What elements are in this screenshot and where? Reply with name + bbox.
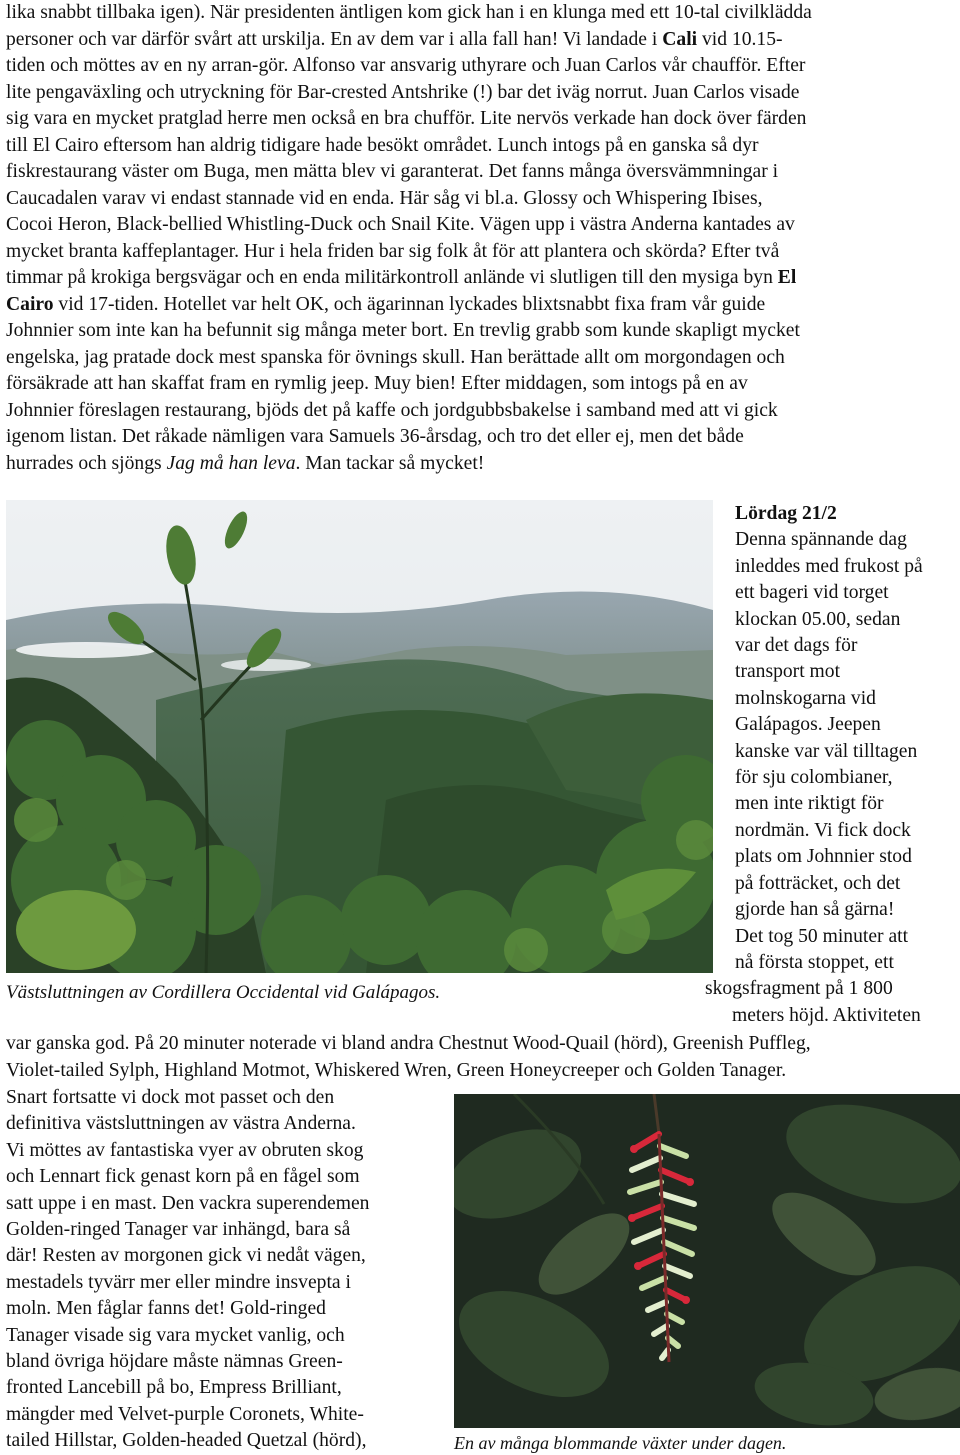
text-line: fiskrestaurang väster om Buga, men mätta blev vi garanterat. Det fanns många översvämmningar i [6, 161, 779, 182]
text-line: Cocoi Heron, Black-bellied Whistling-Duck och Snail Kite. Vägen upp i västra Anderna kantades av [6, 214, 795, 235]
text-line: Golden-ringed Tanager var inhängd, bara så [6, 1219, 351, 1241]
text-line: Denna spännande dag [735, 529, 907, 551]
text-line: personer och var därför svårt att urskilja. En av dem var i alla fall han! Vi landade i Cali vid 10.15- [6, 28, 783, 50]
text-line: var ganska god. På 20 minuter noterade vi bland andra Chestnut Wood-Quail (hörd), Greenish Puffleg, [6, 1033, 811, 1054]
side-column [705, 501, 960, 1029]
text-line: tiden och möttes av en ny arran-gör. Alfonso var ansvarig uthyrare och Juan Carlos vår chaufför. Efter [6, 55, 806, 76]
bold-place-name: El [777, 267, 797, 288]
text-line: kanske var väl tilltagen [735, 740, 918, 762]
text-line: Galápagos. Jeepen [735, 714, 881, 736]
text-line: mestadels tyvärr mer eller mindre insvepta i [6, 1271, 351, 1293]
text-line: klockan 05.00, sedan [735, 608, 901, 630]
figure-caption: En av många blommande växter under dagen. [454, 1433, 787, 1453]
text-line: definitiva västsluttningen av västra Anderna. [6, 1113, 356, 1135]
text-line: mycket branta kaffeplantager. Hur i hela friden bar sig folk åt för att plantera och skörda? Efter två [6, 240, 780, 262]
text-line: hurrades och sjöngs Jag må han leva. Man tackar så mycket! [6, 452, 485, 474]
text-line: sig vara en mycket pratglad herre men också en bra chufför. Lite nervös verkade han dock över färden [6, 108, 807, 129]
text-line: fronted Lancebill på bo, Empress Brilliant, [6, 1377, 342, 1399]
text-line: nordmän. Vi fick dock [735, 819, 911, 841]
text-line: för sju colombianer, [735, 767, 893, 789]
text-line: där! Resten av morgonen gick vi nedåt vägen, [6, 1245, 366, 1267]
landscape-photo [6, 500, 713, 973]
text-line: på fotträcket, och det [735, 872, 901, 894]
text-line: transport mot [735, 661, 841, 683]
text-line: lite pengaväxling och utryckning för Bar-crested Antshrike (!) bar det iväg norrut. Juan Carlos visade [6, 81, 800, 103]
bold-place-name: Cali [662, 28, 698, 50]
text-line: ett bageri vid torget [735, 582, 889, 604]
text-line: och Lennart fick genast korn på en fågel som [6, 1166, 360, 1188]
text-line: lika snabbt tillbaka igen). När presidenten äntligen kom gick han i en klunga med ett 10-tal civilklädda [6, 2, 812, 23]
text-line: Snart fortsatte vi dock mot passet och den [6, 1087, 335, 1108]
text-line: molnskogarna vid [735, 687, 876, 709]
text-line: Johnnier som inte kan ha befunnit sig många meter bort. En trevlig grabb som kunde skapligt mycket [6, 320, 800, 341]
text-line: Johnnier föreslagen restaurang, bjöds det på kaffe och jordgubbsbakelse i samband med att vi gick [6, 399, 778, 421]
flower-photo [454, 1094, 960, 1428]
text-line: inleddes med frukost på [735, 555, 923, 577]
bold-place-name: Cairo [6, 293, 54, 315]
text-line: satt uppe i en mast. Den vackra superendemen [6, 1192, 370, 1214]
text-line: engelska, jag pratade dock mest spanska för övnings skull. Han berättade allt om morgondagen och [6, 346, 785, 368]
text-line: Tanager visade sig vara mycket vanlig, och [6, 1324, 345, 1346]
text-line: Cairo vid 17-tiden. Hotellet var helt OK, och ägarinnan lyckades blixtsnabbt fixa fram vår guide [6, 293, 766, 315]
text-line: men inte riktigt för [735, 793, 884, 815]
text-line: gjorde han så gärna! [735, 899, 895, 921]
text-line: mängder med Velvet-purple Coronets, White- [6, 1403, 364, 1425]
text-line: nå första stoppet, ett [735, 951, 894, 973]
text-line: till El Cairo eftersom han aldrig tidigare hade besökt området. Lunch intogs på en ganska så dyr [6, 134, 759, 156]
top-paragraph [6, 0, 954, 477]
landscape-illustration [6, 500, 713, 973]
section-heading: Lördag 21/2 [735, 503, 837, 524]
text-line: Det tog 50 minuter att [735, 925, 909, 947]
italic-song-title: Jag må han leva [166, 452, 296, 474]
text-line: Vi möttes av fantastiska vyer av obruten skog [6, 1139, 364, 1161]
text-line: försäkrade att han skaffat fram en rymlig jeep. Muy bien! Efter middagen, som intogs på en av [6, 373, 748, 394]
text-line: timmar på krokiga bergsvägar och en enda militärkontroll anlände vi slutligen till den mysiga byn El [6, 267, 797, 288]
text-line: igenom listan. Det råkade nämligen vara Samuels 36-årsdag, och tro det eller ej, men det både [6, 426, 744, 447]
text-line: moln. Men fåglar fanns det! Gold-ringed [6, 1298, 326, 1320]
text-line: Caucadalen varav vi endast stannade vid en enda. Här såg vi bl.a. Glossy och Whispering Ibises, [6, 187, 763, 209]
flower-illustration [454, 1094, 960, 1428]
text-line: plats om Johnnier stod [735, 846, 912, 868]
figure-caption: Västsluttningen av Cordillera Occidental vid Galápagos. [6, 982, 441, 1003]
left-column [6, 1085, 446, 1455]
text-line: bland övriga höjdare måste nämnas Green- [6, 1351, 343, 1373]
text-line: tailed Hillstar, Golden-headed Quetzal (hörd), [6, 1430, 367, 1452]
text-line: Violet-tailed Sylph, Highland Motmot, Whiskered Wren, Green Honeycreeper och Golden Tanager. [6, 1060, 787, 1081]
text-line: var det dags för [735, 635, 858, 657]
text-line: skogsfragment på 1 800 [705, 978, 893, 1000]
text-line: meters höjd. Aktiviteten [732, 1004, 921, 1026]
wide-paragraph [6, 1030, 956, 1084]
